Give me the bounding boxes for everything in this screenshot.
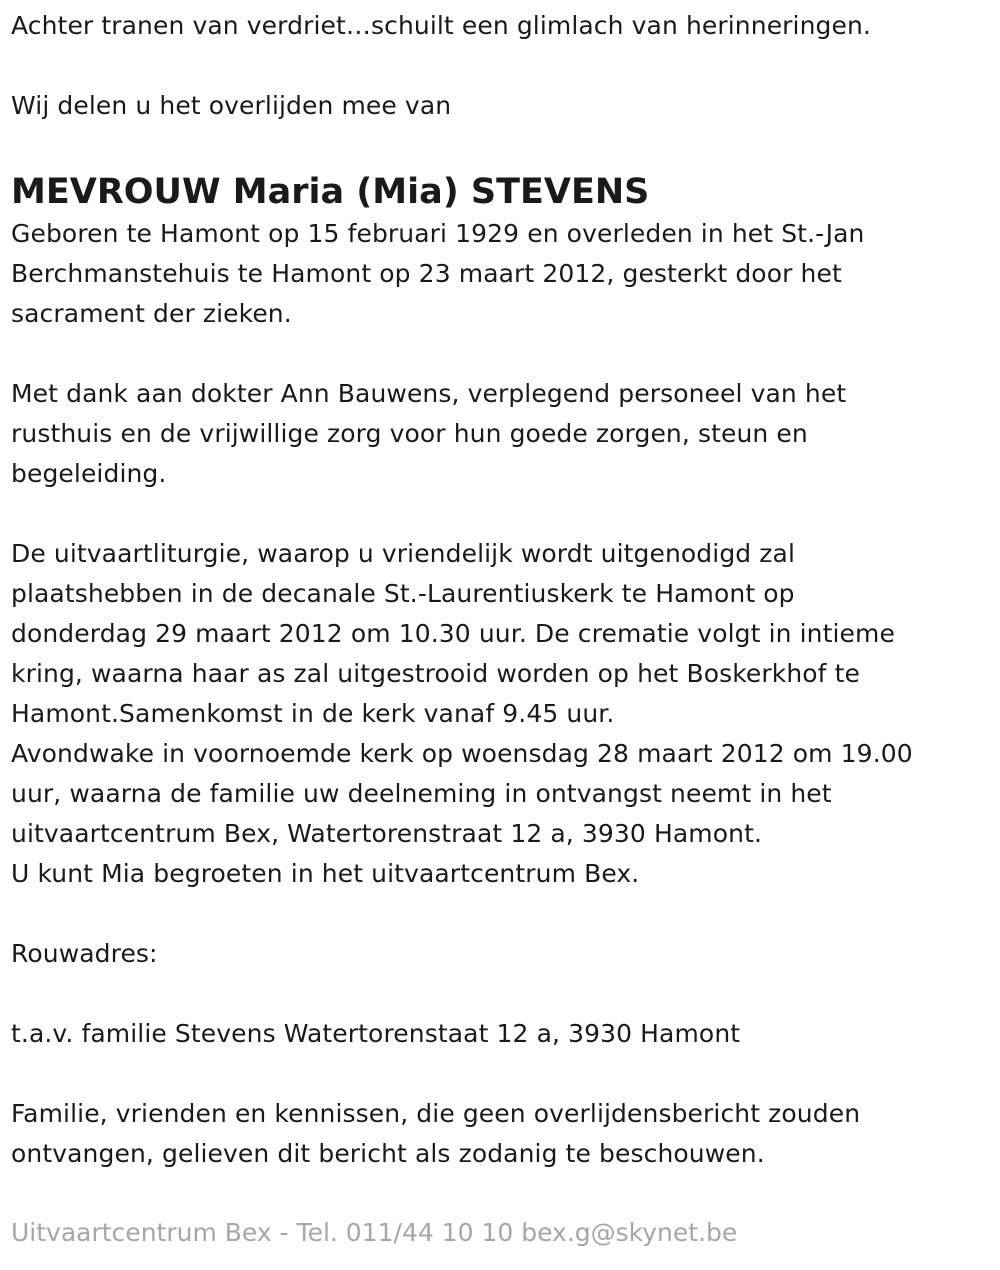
spacer xyxy=(11,894,986,934)
spacer xyxy=(11,126,986,166)
deceased-name: MEVROUW Maria (Mia) STEVENS xyxy=(11,172,650,212)
funeral-home-footer: Uitvaartcentrum Bex - Tel. 011/44 10 10 bex.g@skynet.be xyxy=(11,1218,738,1247)
paragraph-line: U kunt Mia begroeten in het uitvaartcentrum Bex. xyxy=(11,859,640,888)
paragraph-line: rusthuis en de vrijwillige zorg voor hun goede zorgen, steun en xyxy=(11,419,808,448)
mourning-address-label: Rouwadres: xyxy=(11,939,158,968)
notice-paragraph xyxy=(11,1094,986,1174)
paragraph-line: uitvaartcentrum Bex, Watertorenstraat 12 a, 3930 Hamont. xyxy=(11,819,763,848)
spacer xyxy=(11,974,986,1014)
paragraph-line: Avondwake in voornoemde kerk op woensdag 28 maart 2012 om 19.00 xyxy=(11,739,913,768)
paragraph-line: begeleiding. xyxy=(11,459,167,488)
paragraph-line: plaatshebben in de decanale St.-Laurentiuskerk te Hamont op xyxy=(11,579,795,608)
paragraph-line: sacrament der zieken. xyxy=(11,299,292,328)
paragraph-line: Familie, vrienden en kennissen, die geen overlijdensbericht zouden xyxy=(11,1099,861,1128)
mourning-address: t.a.v. familie Stevens Watertorenstaat 12 a, 3930 Hamont xyxy=(11,1019,741,1048)
motto-text: Achter tranen van verdriet…schuilt een glimlach van herinneringen. xyxy=(11,11,871,40)
spacer xyxy=(11,334,986,374)
intro-text: Wij delen u het overlijden mee van xyxy=(11,91,452,120)
spacer xyxy=(11,46,986,86)
paragraph-line: Berchmanstehuis te Hamont op 23 maart 2012, gesterkt door het xyxy=(11,259,842,288)
thanks-paragraph xyxy=(11,374,986,494)
paragraph-line: Met dank aan dokter Ann Bauwens, verplegend personeel van het xyxy=(11,379,847,408)
obituary-notice xyxy=(11,6,986,1174)
paragraph-line: Geboren te Hamont op 15 februari 1929 en overleden in het St.-Jan xyxy=(11,219,865,248)
paragraph-line: donderdag 29 maart 2012 om 10.30 uur. De crematie volgt in intieme xyxy=(11,619,895,648)
spacer xyxy=(11,494,986,534)
paragraph-line: ontvangen, gelieven dit bericht als zodanig te beschouwen. xyxy=(11,1139,765,1168)
paragraph-line: De uitvaartliturgie, waarop u vriendelijk wordt uitgenodigd zal xyxy=(11,539,795,568)
paragraph-line: Hamont.Samenkomst in de kerk vanaf 9.45 uur. xyxy=(11,699,615,728)
paragraph-line: uur, waarna de familie uw deelneming in ontvangst neemt in het xyxy=(11,779,832,808)
paragraph-line: kring, waarna haar as zal uitgestrooid worden op het Boskerkhof te xyxy=(11,659,861,688)
birth-death-paragraph xyxy=(11,214,986,334)
spacer xyxy=(11,1054,986,1094)
funeral-paragraph xyxy=(11,534,986,894)
